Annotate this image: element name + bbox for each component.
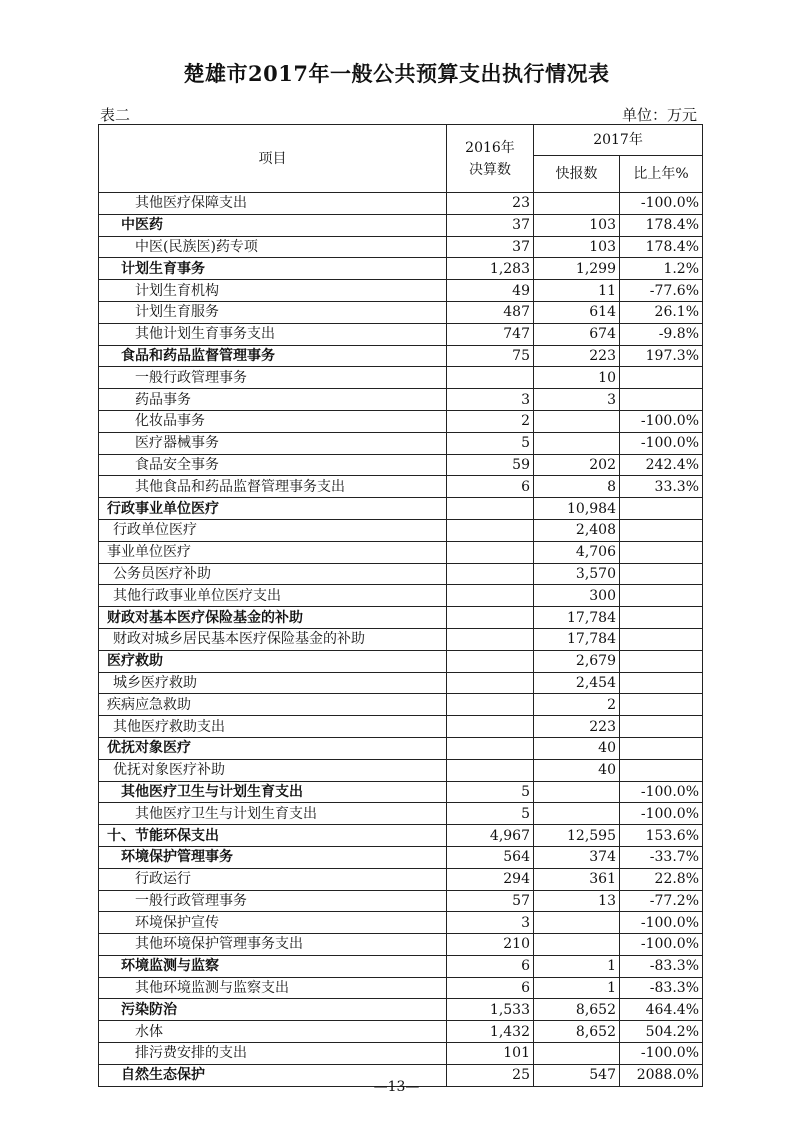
table-row	[99, 519, 703, 541]
header-quick-report: 快报数	[534, 156, 620, 193]
row-value-2017: 223	[534, 716, 620, 738]
row-value-2017: 1	[534, 955, 620, 977]
row-item-name: 环境保护宣传	[99, 912, 447, 934]
row-value-2017	[534, 912, 620, 934]
row-yoy-pct	[620, 672, 703, 694]
row-value-2017: 2,408	[534, 519, 620, 541]
row-value-2016: 6	[447, 977, 534, 999]
row-value-2017: 3,570	[534, 563, 620, 585]
header-year-2017: 2017年	[534, 125, 703, 156]
row-value-2017: 8	[534, 476, 620, 498]
row-item-name: 一般行政管理事务	[99, 890, 447, 912]
row-yoy-pct	[620, 716, 703, 738]
row-yoy-pct: -100.0%	[620, 934, 703, 956]
row-item-name: 行政事业单位医疗	[99, 498, 447, 520]
row-yoy-pct	[620, 607, 703, 629]
row-value-2016: 1,283	[447, 258, 534, 280]
header-item: 项目	[99, 125, 447, 193]
row-value-2016	[447, 694, 534, 716]
row-value-2016: 747	[447, 323, 534, 345]
row-value-2016	[447, 367, 534, 389]
row-value-2016: 4,967	[447, 825, 534, 847]
row-yoy-pct: 178.4%	[620, 236, 703, 258]
row-value-2017	[534, 1043, 620, 1065]
row-item-name: 药品事务	[99, 389, 447, 411]
table-row	[99, 912, 703, 934]
table-row	[99, 759, 703, 781]
row-yoy-pct	[620, 498, 703, 520]
row-yoy-pct: 2088.0%	[620, 1064, 703, 1086]
row-item-name: 医疗器械事务	[99, 432, 447, 454]
row-item-name: 其他环境保护管理事务支出	[99, 934, 447, 956]
row-yoy-pct: 197.3%	[620, 345, 703, 367]
row-value-2016	[447, 541, 534, 563]
row-value-2017: 2	[534, 694, 620, 716]
row-value-2017: 40	[534, 759, 620, 781]
row-value-2016	[447, 607, 534, 629]
row-yoy-pct: 464.4%	[620, 999, 703, 1021]
row-value-2016: 23	[447, 193, 534, 215]
row-value-2016	[447, 650, 534, 672]
row-yoy-pct	[620, 650, 703, 672]
row-value-2016: 37	[447, 236, 534, 258]
row-yoy-pct: 33.3%	[620, 476, 703, 498]
row-yoy-pct	[620, 541, 703, 563]
row-value-2016: 294	[447, 868, 534, 890]
row-yoy-pct: 153.6%	[620, 825, 703, 847]
row-value-2017	[534, 432, 620, 454]
row-item-name: 计划生育服务	[99, 301, 447, 323]
row-value-2017: 361	[534, 868, 620, 890]
row-item-name: 水体	[99, 1021, 447, 1043]
row-value-2016: 1,533	[447, 999, 534, 1021]
row-yoy-pct: -100.0%	[620, 912, 703, 934]
row-value-2017: 17,784	[534, 628, 620, 650]
table-row	[99, 432, 703, 454]
row-item-name: 财政对城乡居民基本医疗保险基金的补助	[99, 628, 447, 650]
row-item-name: 计划生育机构	[99, 280, 447, 302]
row-value-2016: 1,432	[447, 1021, 534, 1043]
row-yoy-pct: -83.3%	[620, 955, 703, 977]
row-value-2017: 103	[534, 236, 620, 258]
table-row	[99, 716, 703, 738]
row-value-2016: 75	[447, 345, 534, 367]
table-row	[99, 541, 703, 563]
table-row	[99, 1043, 703, 1065]
table-row	[99, 301, 703, 323]
row-item-name: 其他医疗卫生与计划生育支出	[99, 803, 447, 825]
row-value-2017: 300	[534, 585, 620, 607]
table-row	[99, 977, 703, 999]
table-row	[99, 476, 703, 498]
row-value-2017	[534, 781, 620, 803]
table-row	[99, 563, 703, 585]
row-value-2017: 103	[534, 214, 620, 236]
row-value-2017: 3	[534, 389, 620, 411]
row-yoy-pct: 26.1%	[620, 301, 703, 323]
table-body	[99, 193, 703, 1087]
table-row	[99, 454, 703, 476]
row-value-2016: 25	[447, 1064, 534, 1086]
row-yoy-pct	[620, 759, 703, 781]
page-number: —13—	[373, 1079, 420, 1095]
row-value-2017: 4,706	[534, 541, 620, 563]
row-value-2017: 13	[534, 890, 620, 912]
header-final-2016	[447, 125, 534, 193]
table-row	[99, 781, 703, 803]
row-item-name: 优抚对象医疗补助	[99, 759, 447, 781]
row-value-2016: 210	[447, 934, 534, 956]
row-value-2017: 11	[534, 280, 620, 302]
row-value-2017: 374	[534, 846, 620, 868]
row-yoy-pct	[620, 737, 703, 759]
row-yoy-pct: 242.4%	[620, 454, 703, 476]
row-value-2017: 10	[534, 367, 620, 389]
row-item-name: 公务员医疗补助	[99, 563, 447, 585]
row-item-name: 环境监测与监察	[99, 955, 447, 977]
table-row	[99, 498, 703, 520]
row-item-name: 食品安全事务	[99, 454, 447, 476]
table-row	[99, 650, 703, 672]
row-value-2016: 101	[447, 1043, 534, 1065]
row-value-2017: 12,595	[534, 825, 620, 847]
row-value-2017	[534, 934, 620, 956]
row-item-name: 行政运行	[99, 868, 447, 890]
row-value-2016: 5	[447, 781, 534, 803]
table-row	[99, 934, 703, 956]
row-value-2017: 2,454	[534, 672, 620, 694]
row-yoy-pct	[620, 367, 703, 389]
table-row	[99, 672, 703, 694]
row-value-2016: 5	[447, 432, 534, 454]
row-yoy-pct: -100.0%	[620, 803, 703, 825]
row-item-name: 其他医疗卫生与计划生育支出	[99, 781, 447, 803]
table-row	[99, 868, 703, 890]
table-row	[99, 999, 703, 1021]
row-value-2017: 202	[534, 454, 620, 476]
table-row	[99, 628, 703, 650]
row-item-name: 城乡医疗救助	[99, 672, 447, 694]
table-row	[99, 389, 703, 411]
row-value-2017	[534, 803, 620, 825]
row-item-name: 自然生态保护	[99, 1064, 447, 1086]
row-value-2017: 8,652	[534, 999, 620, 1021]
row-item-name: 计划生育事务	[99, 258, 447, 280]
row-value-2017: 8,652	[534, 1021, 620, 1043]
table-label: 表二	[100, 106, 131, 124]
row-yoy-pct: -77.2%	[620, 890, 703, 912]
row-yoy-pct: -100.0%	[620, 410, 703, 432]
row-value-2016: 3	[447, 912, 534, 934]
row-yoy-pct: -9.8%	[620, 323, 703, 345]
table-row	[99, 367, 703, 389]
table-row	[99, 345, 703, 367]
row-value-2016: 487	[447, 301, 534, 323]
row-value-2016: 6	[447, 955, 534, 977]
row-yoy-pct	[620, 519, 703, 541]
row-value-2017: 547	[534, 1064, 620, 1086]
table-row	[99, 585, 703, 607]
row-yoy-pct: -77.6%	[620, 280, 703, 302]
table-header	[99, 125, 703, 193]
table-row	[99, 258, 703, 280]
row-value-2016	[447, 737, 534, 759]
row-yoy-pct: 1.2%	[620, 258, 703, 280]
row-value-2016: 2	[447, 410, 534, 432]
row-value-2017: 223	[534, 345, 620, 367]
row-item-name: 环境保护管理事务	[99, 846, 447, 868]
row-value-2016	[447, 585, 534, 607]
budget-table	[98, 124, 703, 1087]
row-yoy-pct: -100.0%	[620, 781, 703, 803]
row-item-name: 排污费安排的支出	[99, 1043, 447, 1065]
row-item-name: 财政对基本医疗保险基金的补助	[99, 607, 447, 629]
row-value-2016	[447, 672, 534, 694]
table-row	[99, 737, 703, 759]
row-value-2016: 3	[447, 389, 534, 411]
row-value-2016: 59	[447, 454, 534, 476]
row-item-name: 中医药	[99, 214, 447, 236]
row-value-2016	[447, 716, 534, 738]
row-yoy-pct: 22.8%	[620, 868, 703, 890]
row-value-2016	[447, 628, 534, 650]
row-item-name: 污染防治	[99, 999, 447, 1021]
row-value-2016	[447, 759, 534, 781]
row-value-2016: 6	[447, 476, 534, 498]
row-yoy-pct: -100.0%	[620, 432, 703, 454]
row-yoy-pct	[620, 628, 703, 650]
row-value-2016: 37	[447, 214, 534, 236]
row-yoy-pct: 178.4%	[620, 214, 703, 236]
row-item-name: 行政单位医疗	[99, 519, 447, 541]
row-yoy-pct: -100.0%	[620, 193, 703, 215]
row-item-name: 化妆品事务	[99, 410, 447, 432]
row-item-name: 一般行政管理事务	[99, 367, 447, 389]
row-yoy-pct	[620, 389, 703, 411]
table-row	[99, 1021, 703, 1043]
row-item-name: 食品和药品监督管理事务	[99, 345, 447, 367]
row-yoy-pct: -33.7%	[620, 846, 703, 868]
row-value-2016: 49	[447, 280, 534, 302]
table-row	[99, 214, 703, 236]
table-row	[99, 803, 703, 825]
table-row	[99, 236, 703, 258]
row-item-name: 其他行政事业单位医疗支出	[99, 585, 447, 607]
row-value-2017	[534, 410, 620, 432]
header-yoy: 比上年%	[620, 156, 703, 193]
row-yoy-pct: -100.0%	[620, 1043, 703, 1065]
table-row	[99, 955, 703, 977]
row-value-2016: 57	[447, 890, 534, 912]
row-value-2016	[447, 498, 534, 520]
row-item-name: 十、节能环保支出	[99, 825, 447, 847]
row-yoy-pct	[620, 585, 703, 607]
row-item-name: 其他医疗保障支出	[99, 193, 447, 215]
row-item-name: 疾病应急救助	[99, 694, 447, 716]
row-value-2017: 2,679	[534, 650, 620, 672]
row-value-2017: 10,984	[534, 498, 620, 520]
unit-label: 单位：万元	[621, 106, 697, 124]
row-yoy-pct: -83.3%	[620, 977, 703, 999]
row-item-name: 事业单位医疗	[99, 541, 447, 563]
row-value-2017: 614	[534, 301, 620, 323]
row-value-2016: 564	[447, 846, 534, 868]
table-row	[99, 323, 703, 345]
row-value-2016: 5	[447, 803, 534, 825]
table-row	[99, 825, 703, 847]
row-value-2017: 1	[534, 977, 620, 999]
row-value-2017: 674	[534, 323, 620, 345]
row-yoy-pct	[620, 694, 703, 716]
row-item-name: 中医(民族医)药专项	[99, 236, 447, 258]
table-row	[99, 890, 703, 912]
row-value-2016	[447, 519, 534, 541]
table-row	[99, 607, 703, 629]
row-value-2017	[534, 193, 620, 215]
table-row	[99, 846, 703, 868]
row-yoy-pct: 504.2%	[620, 1021, 703, 1043]
row-value-2017: 17,784	[534, 607, 620, 629]
row-item-name: 优抚对象医疗	[99, 737, 447, 759]
row-item-name: 医疗救助	[99, 650, 447, 672]
row-value-2016	[447, 563, 534, 585]
row-item-name: 其他环境监测与监察支出	[99, 977, 447, 999]
row-item-name: 其他计划生育事务支出	[99, 323, 447, 345]
row-value-2017: 40	[534, 737, 620, 759]
table-row	[99, 694, 703, 716]
row-item-name: 其他医疗救助支出	[99, 716, 447, 738]
page-title: 楚雄市2017年一般公共预算支出执行情况表	[183, 61, 610, 86]
table-row	[99, 280, 703, 302]
table-row	[99, 410, 703, 432]
row-item-name: 其他食品和药品监督管理事务支出	[99, 476, 447, 498]
table-row	[99, 193, 703, 215]
row-value-2017: 1,299	[534, 258, 620, 280]
row-yoy-pct	[620, 563, 703, 585]
header-final-2016-text: 2016年 决算数	[465, 139, 515, 178]
